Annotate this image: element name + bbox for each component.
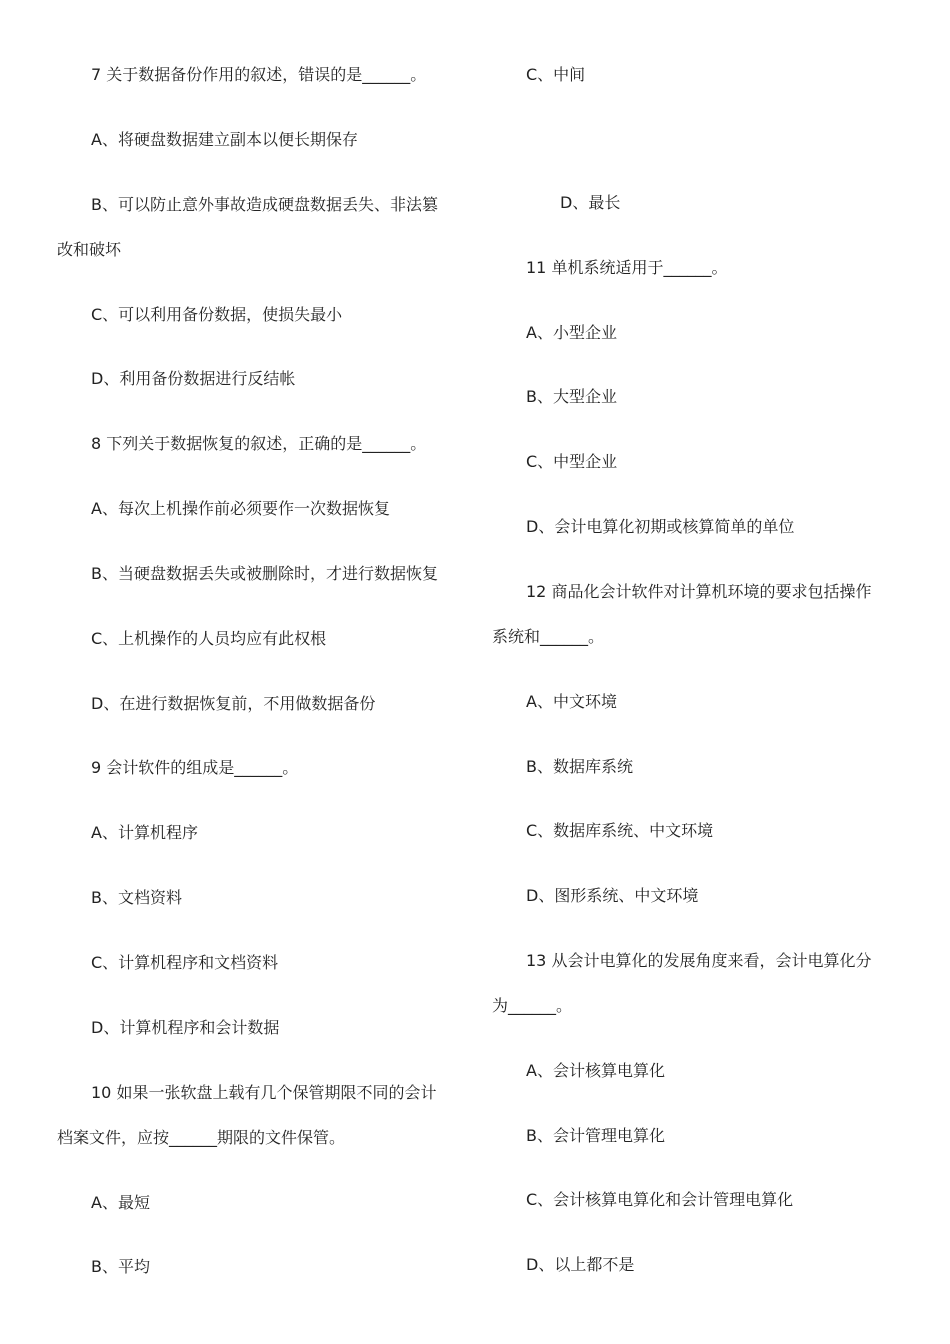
question-13-option-b: B、会计管理电算化	[526, 1126, 665, 1145]
question-13-option-a: A、会计核算电算化	[526, 1061, 665, 1080]
question-12-stem-line1: 12 商品化会计软件对计算机环境的要求包括操作	[526, 582, 872, 601]
question-13-stem-line1: 13 从会计电算化的发展角度来看，会计电算化分	[526, 951, 872, 970]
question-8-option-c: C、上机操作的人员均应有此权根	[91, 629, 327, 648]
question-9-option-d: D、计算机程序和会计数据	[91, 1018, 280, 1037]
question-13-option-c: C、会计核算电算化和会计管理电算化	[526, 1190, 794, 1209]
question-9-option-b: B、文档资料	[91, 888, 182, 907]
question-12-option-d: D、图形系统、中文环境	[526, 886, 699, 905]
question-11-option-b: B、大型企业	[526, 387, 617, 406]
question-12-stem-line2: 系统和______。	[492, 627, 605, 646]
question-10-stem-line2: 档案文件，应按______期限的文件保管。	[57, 1128, 346, 1147]
question-10-option-b: B、平均	[91, 1257, 150, 1276]
question-9-stem: 9 会计软件的组成是______。	[91, 758, 299, 777]
question-11-option-d: D、会计电算化初期或核算简单的单位	[526, 517, 795, 536]
question-7-option-a: A、将硬盘数据建立副本以便长期保存	[91, 130, 358, 149]
question-7-stem: 7 关于数据备份作用的叙述，错误的是______。	[91, 65, 427, 84]
question-10-option-d: D、最长	[560, 193, 621, 212]
question-12-option-b: B、数据库系统	[526, 757, 633, 776]
question-7-option-d: D、利用备份数据进行反结帐	[91, 369, 296, 388]
question-11-option-a: A、小型企业	[526, 323, 617, 342]
question-8-stem: 8 下列关于数据恢复的叙述，正确的是______。	[91, 434, 427, 453]
question-9-option-c: C、计算机程序和文档资料	[91, 953, 279, 972]
question-7-option-c: C、可以利用备份数据，使损失最小	[91, 305, 343, 324]
question-11-stem: 11 单机系统适用于______。	[526, 258, 728, 277]
question-10-option-c: C、中间	[526, 65, 586, 84]
question-12-option-a: A、中文环境	[526, 692, 617, 711]
question-13-stem-line2: 为______。	[492, 996, 573, 1015]
question-11-option-c: C、中型企业	[526, 452, 618, 471]
question-12-option-c: C、数据库系统、中文环境	[526, 821, 714, 840]
question-8-option-a: A、每次上机操作前必须要作一次数据恢复	[91, 499, 390, 518]
question-7-option-b-line1: B、可以防止意外事故造成硬盘数据丢失、非法篡	[91, 195, 438, 214]
question-8-option-d: D、在进行数据恢复前，不用做数据备份	[91, 694, 376, 713]
question-10-stem-line1: 10 如果一张软盘上载有几个保管期限不同的会计	[91, 1083, 437, 1102]
question-13-option-d: D、以上都不是	[526, 1255, 635, 1274]
question-9-option-a: A、计算机程序	[91, 823, 198, 842]
question-10-option-a: A、最短	[91, 1193, 150, 1212]
question-7-option-b-line2: 改和破坏	[57, 240, 122, 259]
question-8-option-b: B、当硬盘数据丢失或被删除时，才进行数据恢复	[91, 564, 438, 583]
